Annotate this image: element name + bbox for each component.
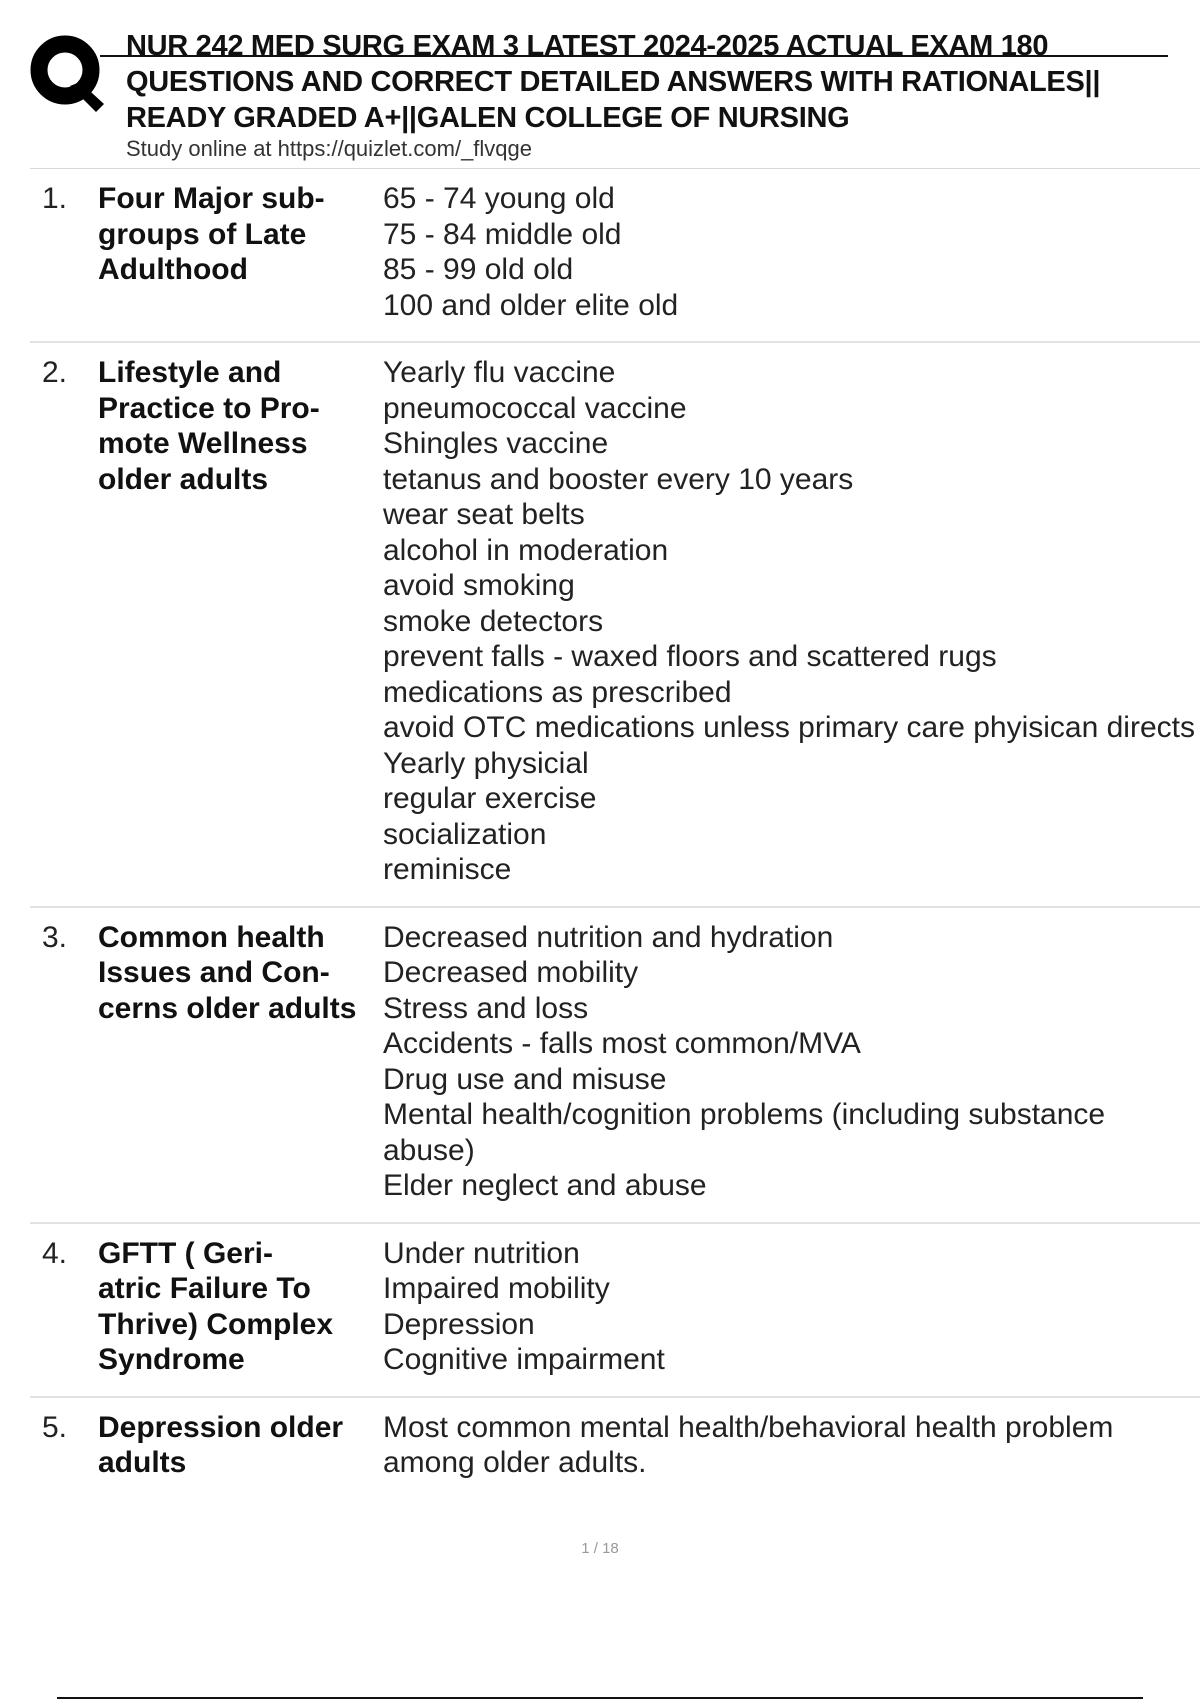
card-number: 1. (42, 182, 68, 215)
document-header (0, 0, 1200, 170)
card-number: 4. (42, 1236, 68, 1270)
flashcard-row (30, 1398, 1200, 1499)
title-line-2: QUESTIONS AND CORRECT DETAILED ANSWERS WITH RATIONALES|| (126, 66, 1101, 98)
card-definition: Under nutrition Impaired mobility Depression Cognitive impairment (383, 1236, 665, 1376)
flashcard-row (30, 343, 1200, 908)
title-line-3: READY GRADED A+||GALEN COLLEGE OF NURSING (126, 102, 850, 134)
card-term: Common health Issues and Con- cerns older adults (98, 920, 357, 1025)
card-term: Depression older adults (98, 1410, 344, 1479)
card-definition: Yearly flu vaccine pneumococcal vaccine Shingles vaccine tetanus and booster every 10 years wear seat belts alcohol in moderation avoid smoking smoke detectors prevent falls - waxed floors and scattered rugs medications as prescribed avoid OTC medications unless primary care phyisican directs Yearly physicial regular exercise socialization reminisce (383, 356, 1195, 886)
flashcard-row (30, 908, 1200, 1224)
flashcard-row (30, 169, 1200, 343)
card-number: 3. (42, 920, 68, 954)
flashcard-row (30, 1224, 1200, 1398)
footer-divider (57, 1697, 1143, 1699)
card-term: Lifestyle and Practice to Pro- mote Wellness older adults (98, 356, 320, 496)
flashcard-list (30, 169, 1200, 1499)
card-term: Four Major sub- groups of Late Adulthood (98, 182, 325, 286)
study-online-link[interactable]: Study online at https://quizlet.com/_flvqge (126, 136, 533, 161)
card-number: 2. (42, 356, 68, 389)
card-number: 5. (42, 1410, 68, 1444)
card-definition: 65 - 74 young old 75 - 84 middle old 85 - 99 old old 100 and older elite old (383, 182, 679, 322)
page-indicator: 1 / 18 (581, 1540, 619, 1557)
card-definition: Decreased nutrition and hydration Decreased mobility Stress and loss Accidents - falls most common/MVA Drug use and misuse Mental health/cognition problems (including substance abuse) Elder neglect and abuse (383, 920, 1106, 1202)
card-definition: Most common mental health/behavioral health problem among older adults. (383, 1410, 1114, 1479)
document-title (126, 28, 1200, 136)
quizlet-q-icon (30, 32, 106, 116)
card-term: GFTT ( Geri- atric Failure To Thrive) Complex Syndrome (98, 1236, 334, 1376)
title-line-1: NUR 242 MED SURG EXAM 3 LATEST 2024-2025 ACTUAL EXAM 180 (126, 30, 1049, 62)
